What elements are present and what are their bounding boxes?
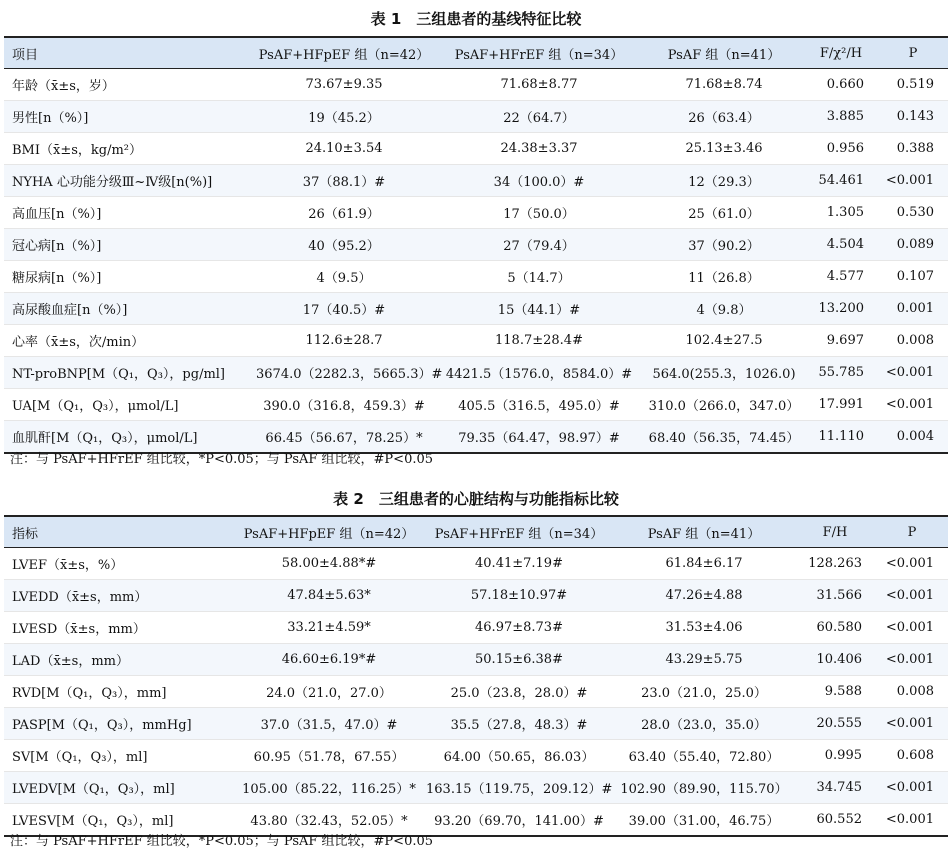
row-label: LVESV[M（Q₁，Q₃），ml] (4, 804, 234, 837)
psaf-value: 102.4±27.5 (644, 325, 804, 357)
p-value: <0.001 (876, 804, 948, 837)
table-row (4, 101, 948, 133)
table-row (4, 612, 948, 644)
psaf-value: 12（29.3） (644, 165, 804, 197)
hfpef-value: 390.0（316.8，459.3）# (254, 389, 434, 421)
table-row (4, 261, 948, 293)
table2-header-row (4, 516, 948, 548)
statistic-value: 11.110 (804, 421, 878, 454)
header-statistic: F/H (794, 516, 876, 548)
table-row (4, 133, 948, 165)
table-row (4, 644, 948, 676)
p-value: <0.001 (876, 644, 948, 676)
statistic-value: 34.745 (794, 772, 876, 804)
p-value: <0.001 (878, 165, 948, 197)
statistic-value: 1.305 (804, 197, 878, 229)
hfref-value: 27（79.4） (434, 229, 644, 261)
table-row (4, 804, 948, 837)
p-value: <0.001 (876, 772, 948, 804)
p-value: <0.001 (876, 580, 948, 612)
table-row (4, 165, 948, 197)
row-label: LVEF（x̄±s，%） (4, 548, 234, 580)
table2-caption: 表 2 三组患者的心脏结构与功能指标比较 (333, 490, 619, 508)
psaf-value: 11（26.8） (644, 261, 804, 293)
row-label: 男性[n（%）] (4, 101, 254, 133)
hfpef-value: 33.21±4.59* (234, 612, 424, 644)
p-value: 0.089 (878, 229, 948, 261)
hfpef-value: 37.0（31.5，47.0）# (234, 708, 424, 740)
row-label: LVEDV[M（Q₁，Q₃），ml] (4, 772, 234, 804)
table-row (4, 325, 948, 357)
hfref-value: 46.97±8.73# (424, 612, 614, 644)
table2 (4, 515, 948, 837)
row-label: 冠心病[n（%）] (4, 229, 254, 261)
p-value: <0.001 (878, 357, 948, 389)
header-hfref-group: PsAF+HFrEF 组（n=34） (424, 516, 614, 548)
psaf-value: 31.53±4.06 (614, 612, 794, 644)
statistic-value: 55.785 (804, 357, 878, 389)
hfpef-value: 47.84±5.63* (234, 580, 424, 612)
statistic-value: 0.956 (804, 133, 878, 165)
psaf-value: 39.00（31.00，46.75） (614, 804, 794, 837)
table-row (4, 772, 948, 804)
statistic-value: 0.660 (804, 69, 878, 101)
table-row (4, 389, 948, 421)
row-label: UA[M（Q₁，Q₃），μmol/L] (4, 389, 254, 421)
psaf-value: 43.29±5.75 (614, 644, 794, 676)
table-row (4, 197, 948, 229)
hfref-value: 405.5（316.5，495.0）# (434, 389, 644, 421)
hfref-value: 17（50.0） (434, 197, 644, 229)
hfref-value: 118.7±28.4# (434, 325, 644, 357)
hfref-value: 163.15（119.75，209.12）# (424, 772, 614, 804)
row-label: NT-proBNP[M（Q₁，Q₃），pg/ml] (4, 357, 254, 389)
hfpef-value: 60.95（51.78，67.55） (234, 740, 424, 772)
hfref-value: 71.68±8.77 (434, 69, 644, 101)
table1-caption: 表 1 三组患者的基线特征比较 (370, 10, 582, 28)
hfpef-value: 17（40.5）# (254, 293, 434, 325)
header-indicator: 指标 (4, 516, 234, 548)
hfpef-value: 19（45.2） (254, 101, 434, 133)
p-value: 0.001 (878, 293, 948, 325)
hfpef-value: 26（61.9） (254, 197, 434, 229)
row-label: 心率（x̄±s，次/min） (4, 325, 254, 357)
statistic-value: 17.991 (804, 389, 878, 421)
row-label: BMI（x̄±s，kg/m²） (4, 133, 254, 165)
p-value: 0.519 (878, 69, 948, 101)
p-value: <0.001 (876, 612, 948, 644)
table-row (4, 676, 948, 708)
psaf-value: 47.26±4.88 (614, 580, 794, 612)
p-value: 0.107 (878, 261, 948, 293)
statistic-value: 0.995 (794, 740, 876, 772)
hfpef-value: 73.67±9.35 (254, 69, 434, 101)
psaf-value: 28.0（23.0，35.0） (614, 708, 794, 740)
p-value: <0.001 (878, 389, 948, 421)
hfref-value: 79.35（64.47，98.97）# (434, 421, 644, 454)
psaf-value: 71.68±8.74 (644, 69, 804, 101)
psaf-value: 23.0（21.0，25.0） (614, 676, 794, 708)
hfref-value: 25.0（23.8，28.0）# (424, 676, 614, 708)
statistic-value: 60.552 (794, 804, 876, 837)
hfref-value: 24.38±3.37 (434, 133, 644, 165)
psaf-value: 37（90.2） (644, 229, 804, 261)
hfpef-value: 40（95.2） (254, 229, 434, 261)
row-label: LVESD（x̄±s，mm） (4, 612, 234, 644)
row-label: RVD[M（Q₁，Q₃），mm] (4, 676, 234, 708)
p-value: 0.008 (876, 676, 948, 708)
p-value: 0.388 (878, 133, 948, 165)
statistic-value: 13.200 (804, 293, 878, 325)
header-item: 项目 (4, 37, 254, 69)
statistic-value: 60.580 (794, 612, 876, 644)
statistic-value: 9.588 (794, 676, 876, 708)
psaf-value: 61.84±6.17 (614, 548, 794, 580)
psaf-value: 564.0(255.3，1026.0) (644, 357, 804, 389)
header-p-value: P (876, 516, 948, 548)
row-label: 高尿酸血症[n（%）] (4, 293, 254, 325)
p-value: <0.001 (876, 708, 948, 740)
p-value: 0.008 (878, 325, 948, 357)
hfpef-value: 24.0（21.0，27.0） (234, 676, 424, 708)
row-label: 高血压[n（%）] (4, 197, 254, 229)
row-label: NYHA 心功能分级Ⅲ~Ⅳ级[n(%)] (4, 165, 254, 197)
header-psaf-group: PsAF 组（n=41） (644, 37, 804, 69)
psaf-value: 102.90（89.90，115.70） (614, 772, 794, 804)
statistic-value: 54.461 (804, 165, 878, 197)
row-label: LVEDD（x̄±s，mm） (4, 580, 234, 612)
psaf-value: 4（9.8） (644, 293, 804, 325)
hfref-value: 15（44.1）# (434, 293, 644, 325)
header-hfpef-group: PsAF+HFpEF 组（n=42） (234, 516, 424, 548)
hfpef-value: 3674.0（2282.3，5665.3）# (254, 357, 434, 389)
row-label: 年龄（x̄±s，岁） (4, 69, 254, 101)
hfpef-value: 4（9.5） (254, 261, 434, 293)
table-row (4, 740, 948, 772)
table-row (4, 293, 948, 325)
row-label: 糖尿病[n（%）] (4, 261, 254, 293)
table1-header-row (4, 37, 948, 69)
hfref-value: 35.5（27.8，48.3）# (424, 708, 614, 740)
table-row (4, 548, 948, 580)
table-row (4, 580, 948, 612)
table-row (4, 421, 948, 454)
hfref-value: 64.00（50.65，86.03） (424, 740, 614, 772)
statistic-value: 4.577 (804, 261, 878, 293)
hfref-value: 50.15±6.38# (424, 644, 614, 676)
row-label: LAD（x̄±s，mm） (4, 644, 234, 676)
hfpef-value: 66.45（56.67，78.25）* (254, 421, 434, 454)
psaf-value: 68.40（56.35，74.45） (644, 421, 804, 454)
statistic-value: 9.697 (804, 325, 878, 357)
hfpef-value: 105.00（85.22，116.25）* (234, 772, 424, 804)
psaf-value: 63.40（55.40，72.80） (614, 740, 794, 772)
psaf-value: 25.13±3.46 (644, 133, 804, 165)
statistic-value: 3.885 (804, 101, 878, 133)
header-hfpef-group: PsAF+HFpEF 组（n=42） (254, 37, 434, 69)
table-row (4, 708, 948, 740)
table2-note: 注：与 PsAF+HFrEF 组比较，*P<0.05；与 PsAF 组比较，#P<0.05 (10, 834, 434, 849)
statistic-value: 128.263 (794, 548, 876, 580)
table-row (4, 69, 948, 101)
hfref-value: 93.20（69.70，141.00）# (424, 804, 614, 837)
p-value: 0.530 (878, 197, 948, 229)
p-value: <0.001 (876, 548, 948, 580)
p-value: 0.143 (878, 101, 948, 133)
statistic-value: 10.406 (794, 644, 876, 676)
header-psaf-group: PsAF 组（n=41） (614, 516, 794, 548)
hfref-value: 5（14.7） (434, 261, 644, 293)
row-label: PASP[M（Q₁，Q₃），mmHg] (4, 708, 234, 740)
header-hfref-group: PsAF+HFrEF 组（n=34） (434, 37, 644, 69)
hfpef-value: 37（88.1）# (254, 165, 434, 197)
hfref-value: 34（100.0）# (434, 165, 644, 197)
header-statistic: F/χ²/H (804, 37, 878, 69)
header-p-value: P (878, 37, 948, 69)
hfref-value: 40.41±7.19# (424, 548, 614, 580)
row-label: SV[M（Q₁，Q₃），ml] (4, 740, 234, 772)
hfpef-value: 58.00±4.88*# (234, 548, 424, 580)
hfref-value: 57.18±10.97# (424, 580, 614, 612)
psaf-value: 26（63.4） (644, 101, 804, 133)
statistic-value: 20.555 (794, 708, 876, 740)
hfpef-value: 24.10±3.54 (254, 133, 434, 165)
hfref-value: 22（64.7） (434, 101, 644, 133)
hfpef-value: 112.6±28.7 (254, 325, 434, 357)
table-row (4, 229, 948, 261)
hfref-value: 4421.5（1576.0，8584.0）# (434, 357, 644, 389)
p-value: 0.608 (876, 740, 948, 772)
hfpef-value: 43.80（32.43，52.05）* (234, 804, 424, 837)
table1 (4, 36, 948, 454)
psaf-value: 25（61.0） (644, 197, 804, 229)
statistic-value: 31.566 (794, 580, 876, 612)
table-row (4, 357, 948, 389)
psaf-value: 310.0（266.0，347.0） (644, 389, 804, 421)
row-label: 血肌酐[M（Q₁，Q₃），μmol/L] (4, 421, 254, 454)
statistic-value: 4.504 (804, 229, 878, 261)
table1-note: 注：与 PsAF+HFrEF 组比较，*P<0.05；与 PsAF 组比较，#P<0.05 (10, 452, 434, 467)
hfpef-value: 46.60±6.19*# (234, 644, 424, 676)
p-value: 0.004 (878, 421, 948, 454)
